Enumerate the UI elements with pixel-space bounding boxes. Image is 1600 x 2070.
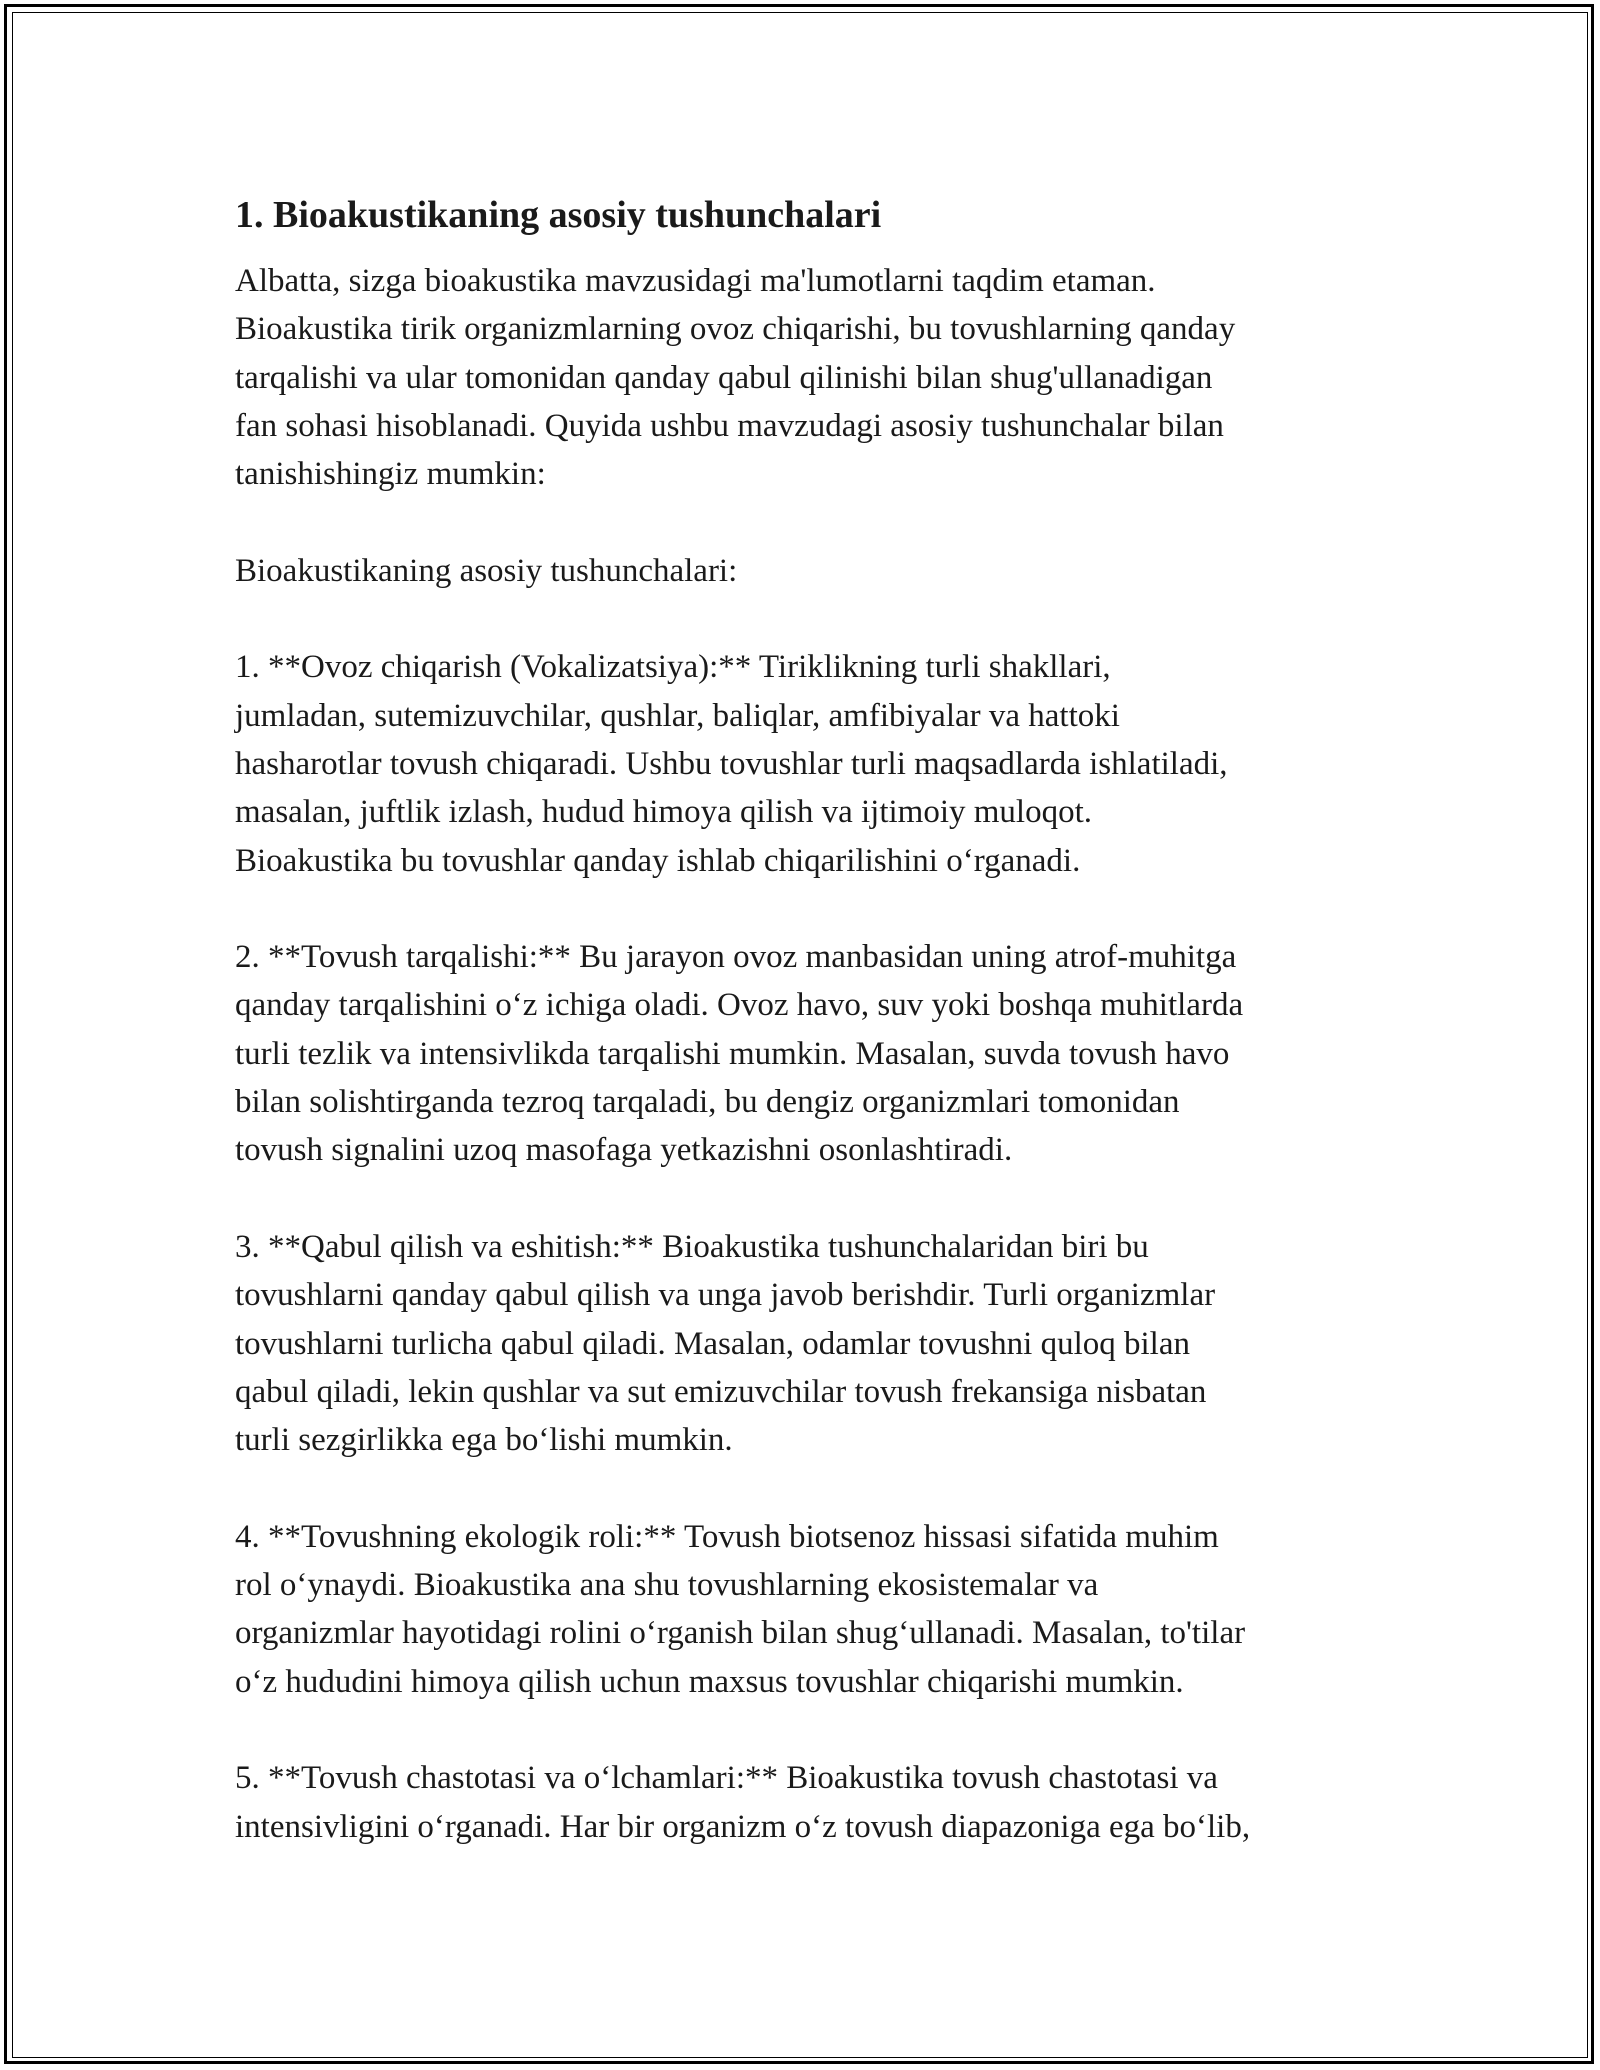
list-item-reception: 3. **Qabul qilish va eshitish:** Bioakustika tushunchalaridan biri bu tovushlarni qanday qabul qilish va unga javob berishdir. Turli organizmlar tovushlarni turlicha qabul qiladi. Masalan, odamlar tovushni quloq bilan qabul qiladi, lekin qushlar va sut emizuvchilar tovush frekansiga nisbatan turli sezgirlikka ega bo‘lishi mumkin. bbox=[235, 1228, 1216, 1459]
list-item-frequency: 5. **Tovush chastotasi va o‘lchamlari:** Bioakustika tovush chastotasi va intensivligini o‘rganadi. Har bir organizm o‘z tovush diapazoniga ega bo‘lib, bbox=[235, 1760, 1251, 1845]
intro-paragraph: Albatta, sizga bioakustika mavzusidagi ma'lumotlarni taqdim etaman. Bioakustika tirik organizmlarning ovoz chiqarishi, bu tovushlarning qanday tarqalishi va ular tomonidan qanday qabul qilinishi bilan shug'ullanadigan fan sohasi hisoblanadi. Quyida ushbu mavzudagi asosiy tushunchalar bilan tanishishingiz mumkin: bbox=[235, 263, 1236, 493]
list-item-vocalization: 1. **Ovoz chiqarish (Vokalizatsiya):** Tiriklikning turli shakllari, jumladan, sutemizuvchilar, qushlar, baliqlar, amfibiyalar va hattoki hasharotlar tovush chiqaradi. Ushbu tovushlar turli maqsadlarda ishlatiladi, masalan, juftlik izlash, hudud himoya qilish va ijtimoiy muloqot. Bioakustika bu tovushlar qanday ishlab chiqarilishini o‘rganadi. bbox=[235, 649, 1228, 879]
list-item-ecological-role: 4. **Tovushning ekologik roli:** Tovush biotsenoz hissasi sifatida muhim rol o‘ynaydi. Bioakustika ana shu tovushlarning ekosistemalar va organizmlar hayotidagi rolini o‘rganish bilan shug‘ullanadi. Masalan, to'tilar o‘z hududini himoya qilish uchun maxsus tovushlar chiqarishi mumkin. bbox=[235, 1518, 1246, 1700]
list-item-propagation: 2. **Tovush tarqalishi:** Bu jarayon ovoz manbasidan uning atrof-muhitga qanday tarqalishini o‘z ichiga oladi. Ovoz havo, suv yoki boshqa muhitlarda turli tezlik va intensivlikda tarqalishi mumkin. Masalan, suvda tovush havo bilan solishtirganda tezroq tarqaladi, bu dengiz organizmlari tomonidan tovush signalini uzoq masofaga yetkazishni osonlashtiradi. bbox=[235, 939, 1244, 1169]
document-title: 1. Bioakustikaning asosiy tushunchalari bbox=[235, 194, 882, 236]
document-page bbox=[235, 185, 1385, 1899]
section-subtitle: Bioakustikaning asosiy tushunchalari: bbox=[235, 552, 738, 589]
